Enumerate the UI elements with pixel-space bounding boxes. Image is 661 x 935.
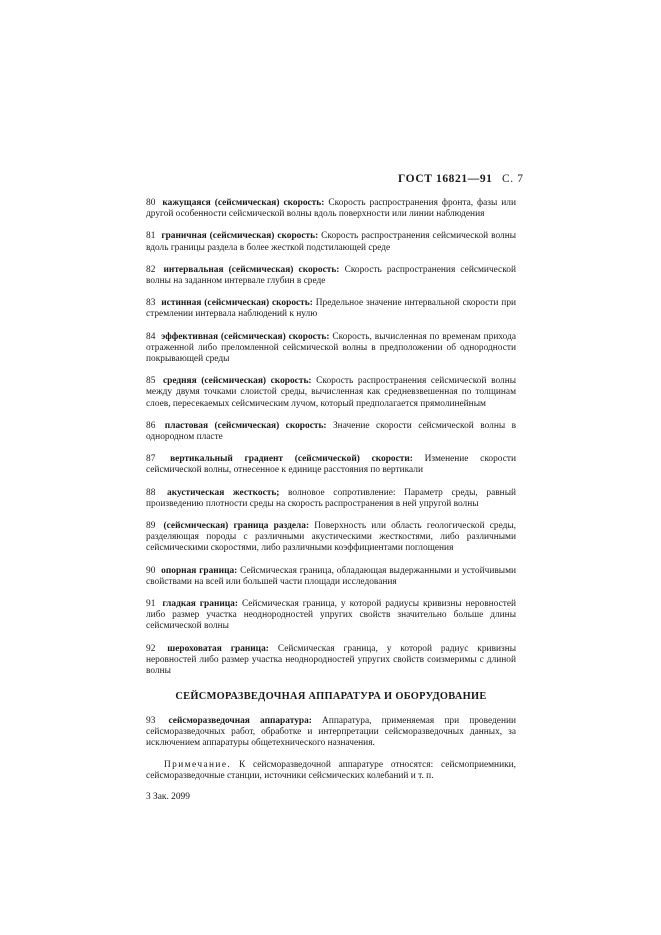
entry-definition: Сейсмическая граница, у которой радиусы кривизны неровностей либо размер участка неоднородностей упругих свойств значительно больше длины сейсмической волны [146,599,517,632]
term-entry-92 [146,644,516,678]
entry-term: кажущаяся (сейсмическая) скорость: [162,198,325,208]
entry-number: 89 [146,521,156,532]
entry-definition: Скорость распространения сейсмической волны между двумя точками слоистой среды, вычисленная как средневзвешенная по толщинам слоев, пересекаемых сейсмическим лучом, который предполагается прямолинейным [146,376,517,409]
entry-term: шероховатая граница: [167,643,269,654]
print-order-mark: 3 Зак. 2099 [146,791,190,802]
section-heading: СЕЙСМОРАЗВЕДОЧНАЯ АППАРАТУРА И ОБОРУДОВАНИЕ [175,691,487,703]
entry-number: 86 [146,420,156,431]
entry-definition: Значение скорости сейсмической волны в однородном пласте [146,420,517,443]
entry-term: интервальная (сейсмическая) скорость: [163,264,340,275]
term-entry-93 [146,716,516,750]
entry-definition: Предельное значение интервальной скорости при стремлении интервала наблюдений к нулю [146,298,517,320]
page-number: С. 7 [502,173,524,185]
term-entry-91 [146,599,516,633]
entry-number: 92 [146,643,156,654]
entry-term: граничная (сейсмическая) скорость: [161,231,319,242]
entry-term: эффективная (сейсмическая) скорость: [161,331,330,342]
term-entry-90 [146,566,516,588]
entry-number: 85 [146,376,156,387]
entry-number: 81 [146,231,156,242]
entry-number: 93 [146,715,156,726]
term-entry-82 [146,265,516,287]
entry-number: 87 [146,454,156,465]
entry-term: гладкая граница: [162,599,238,610]
entry-term: опорная граница: [161,565,238,576]
entry-definition: Скорость, вычисленная по временам прихода отраженной либо преломленной сейсмической волны в предположении об однородности покрывающей среды [146,331,517,365]
note [146,760,516,782]
entry-term: истинная (сейсмическая) скорость: [161,298,313,309]
entry-number: 83 [146,298,156,309]
term-entry-89 [146,521,516,555]
entry-term: (сейсмическая) граница раздела: [163,521,310,532]
document-body [146,198,516,803]
term-entry-88 [146,488,516,510]
term-entry-81 [146,231,516,253]
entry-number: 80 [146,198,156,208]
entry-number: 82 [146,264,156,275]
entry-number: 88 [146,487,156,498]
entry-definition: Сейсмическая граница, обладающая выдержанными и устойчивыми свойствами на всей или большей части площади исследования [146,565,517,587]
entry-definition: Аппаратура, применяемая при проведении сейсморазведочных работ, обработке и интерпретации сейсморазведочных данных, за исключением аппаратуры общетехнического назначения. [146,715,517,748]
term-entry-84 [146,332,516,366]
entry-definition: Изменение скорости сейсмической волны, отнесенное к единице расстояния по вертикали [146,454,516,476]
entry-definition: Скорость распространения сейсмической волны на заданном интервале глубин в среде [146,264,517,287]
entry-number: 90 [146,565,156,576]
entry-term: сейсморазведочная аппаратура: [168,715,312,726]
entry-number: 91 [146,599,156,610]
entry-term: вертикальный градиент (сейсмической) скорости: [170,454,413,465]
entry-definition: Поверхность или область геологической среды, разделяющая породы с различными акустическими жесткостями, либо различными сейсмическими скоростями, либо различными коэффициентами поглощения [146,521,517,554]
note-label: Примечание. [164,760,232,771]
entry-number: 84 [146,331,156,342]
term-entry-85 [146,376,516,410]
entry-term: средняя (сейсмическая) скорость: [162,376,312,387]
entry-term: акустическая жесткость; [167,487,280,498]
entry-definition: Сейсмическая граница, у которой радиус кривизны неровностей либо размер участка неоднородностей упругих свойств соизмеримы с длиной волны [146,643,517,677]
entry-definition: Скорость распространения сейсмической волны вдоль границы раздела в более жесткой подстилающей среде [146,231,517,253]
term-entry-83 [146,298,516,320]
term-entry-80 [146,198,516,220]
entry-term: пластовая (сейсмическая) скорость: [164,420,327,431]
page-header [398,173,524,185]
standard-code: ГОСТ 16821—91 [398,173,493,185]
note-text: К сейсморазведочной аппаратуре относятся: сейсмоприемники, сейсморазведочные станции, источники сейсмических колебаний и т. п. [146,760,517,782]
entry-definition: волновое сопротивление: Параметр среды, равный произведению плотности среды на скорость распространения в ней упругой волны [146,487,517,509]
entry-definition: Скорость распространения фронта, фазы или другой особенности сейсмической волны вдоль поверхности или линии наблюдения [146,198,517,220]
term-entry-87 [146,454,516,476]
term-entry-86 [146,421,516,443]
